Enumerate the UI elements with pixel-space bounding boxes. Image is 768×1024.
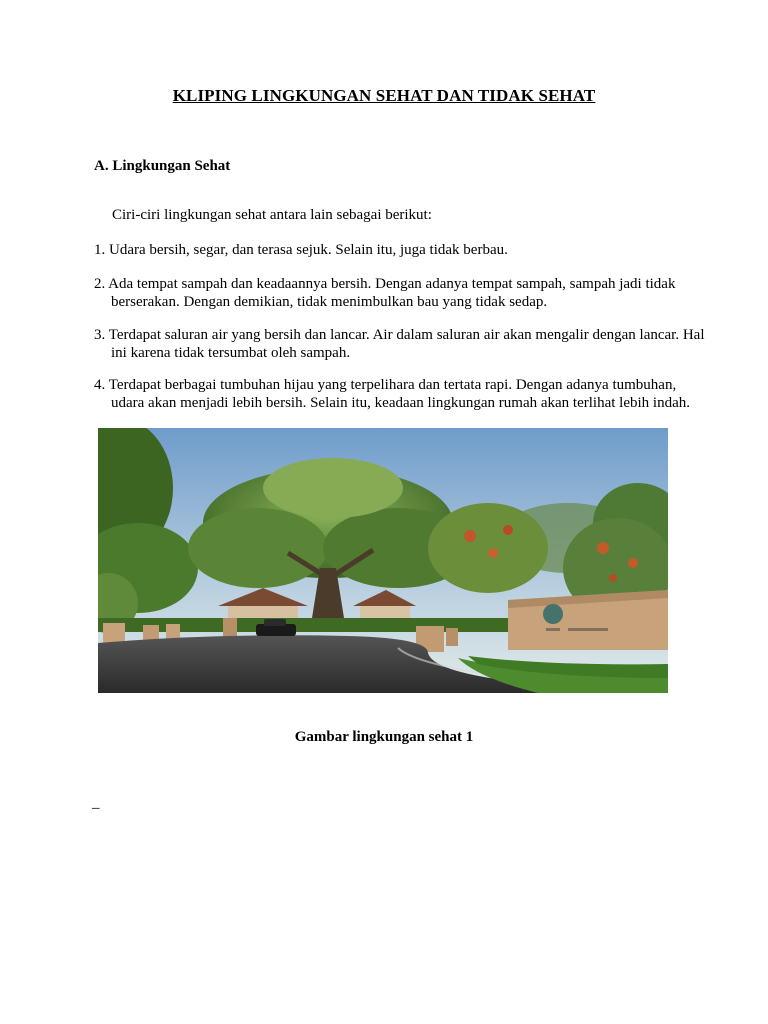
trailing-mark: _: [92, 795, 100, 811]
document-title: KLIPING LINGKUNGAN SEHAT DAN TIDAK SEHAT: [172, 86, 596, 105]
list-item: 1. Udara bersih, segar, dan terasa sejuk. Selain itu, juga tidak berbau.: [94, 242, 508, 258]
park-illustration: [98, 428, 668, 693]
healthy-environment-photo: [98, 428, 668, 693]
list-item: 2. Ada tempat sampah dan keadaannya bersih. Dengan adanya tempat sampah, sampah jadi tidak berserakan. Dengan demikian, tidak menimbulkan bau yang tidak sedap.: [94, 276, 676, 310]
list-item: 4. Terdapat berbagai tumbuhan hijau yang terpelihara dan tertata rapi. Dengan adanya tumbuhan, udara akan menjadi lebih bersih. Selain itu, keadaan lingkungan rumah akan terlihat lebih indah.: [94, 377, 690, 411]
section-heading: A. Lingkungan Sehat: [94, 158, 231, 174]
list-item: 3. Terdapat saluran air yang bersih dan lancar. Air dalam saluran air akan mengalir dengan lancar. Hal ini karena tidak tersumbat oleh sampah.: [94, 327, 705, 361]
image-caption: Gambar lingkungan sehat 1: [294, 729, 474, 745]
intro-paragraph: Ciri-ciri lingkungan sehat antara lain sebagai berikut:: [112, 207, 432, 223]
logo-emblem: [543, 604, 563, 624]
